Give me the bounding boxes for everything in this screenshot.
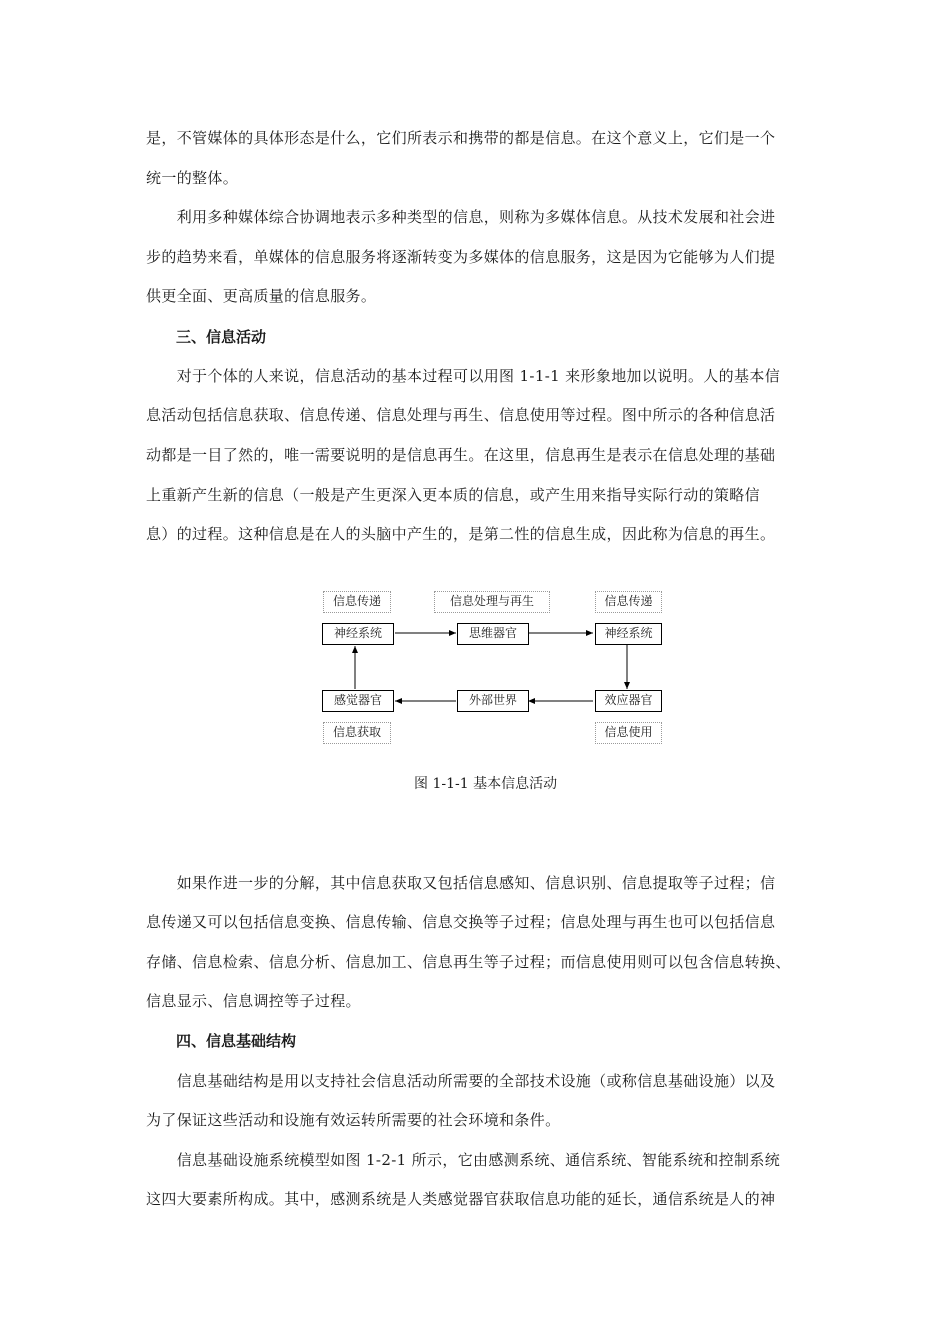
paragraph-line: 统一的整体。 <box>146 169 239 187</box>
figure-caption: 图 1-1-1 基本信息活动 <box>414 776 558 792</box>
paragraph-line: 这四大要素所构成。其中，感测系统是人类感觉器官获取信息功能的延长，通信系统是人的神 <box>146 1190 776 1208</box>
box-outside-world: 外部世界 <box>457 690 529 712</box>
figure-basic-info-activity <box>315 585 670 750</box>
paragraph-line: 存储、信息检索、信息分析、信息加工、信息再生等子过程；而信息使用则可以包含信息转换、 <box>146 953 791 971</box>
paragraph-line: 息活动包括信息获取、信息传递、信息处理与再生、信息使用等过程。图中所示的各种信息活 <box>146 406 776 424</box>
label-info-acquisition: 信息获取 <box>323 722 391 744</box>
paragraph-line: 供更全面、更高质量的信息服务。 <box>146 287 377 305</box>
label-info-transmission-left: 信息传递 <box>323 591 391 613</box>
paragraph-line: 动都是一目了然的，唯一需要说明的是信息再生。在这里，信息再生是表示在信息处理的基础 <box>146 446 776 464</box>
label-info-use: 信息使用 <box>595 722 662 744</box>
paragraph-line: 是，不管媒体的具体形态是什么，它们所表示和携带的都是信息。在这个意义上，它们是一个 <box>146 129 776 147</box>
paragraph-line: 上重新产生新的信息（一般是产生更深入更本质的信息，或产生用来指导实际行动的策略信 <box>146 486 761 504</box>
box-effector-organ: 效应器官 <box>595 690 662 712</box>
box-sensory-organ: 感觉器官 <box>322 690 394 712</box>
box-thinking-organ: 思维器官 <box>457 623 529 645</box>
label-info-processing: 信息处理与再生 <box>434 591 550 613</box>
paragraph-line: 息）的过程。这种信息是在人的头脑中产生的，是第二性的信息生成，因此称为信息的再生。 <box>146 525 776 543</box>
label-info-transmission-right: 信息传递 <box>595 591 662 613</box>
paragraph-line: 如果作进一步的分解，其中信息获取又包括信息感知、信息识别、信息提取等子过程；信 <box>146 874 776 892</box>
paragraph-line: 息传递又可以包括信息变换、信息传输、信息交换等子过程；信息处理与再生也可以包括信息 <box>146 913 776 931</box>
paragraph-line: 信息基础设施系统模型如图 1-2-1 所示，它由感测系统、通信系统、智能系统和控制系统 <box>146 1151 781 1169</box>
paragraph-line: 信息显示、信息调控等子过程。 <box>146 992 361 1010</box>
section-heading-3: 三、信息活动 <box>176 328 267 346</box>
section-heading-4: 四、信息基础结构 <box>176 1032 297 1050</box>
box-nerve-system-right: 神经系统 <box>595 623 662 645</box>
paragraph-line: 信息基础结构是用以支持社会信息活动所需要的全部技术设施（或称信息基础设施）以及 <box>146 1072 776 1090</box>
paragraph-line: 对于个体的人来说，信息活动的基本过程可以用图 1-1-1 来形象地加以说明。人的基本信 <box>146 367 781 385</box>
box-nerve-system-left: 神经系统 <box>322 623 394 645</box>
paragraph-line: 步的趋势来看，单媒体的信息服务将逐渐转变为多媒体的信息服务，这是因为它能够为人们提 <box>146 248 776 266</box>
paragraph-line: 为了保证这些活动和设施有效运转所需要的社会环境和条件。 <box>146 1111 561 1129</box>
paragraph-line: 利用多种媒体综合协调地表示多种类型的信息，则称为多媒体信息。从技术发展和社会进 <box>146 208 776 226</box>
